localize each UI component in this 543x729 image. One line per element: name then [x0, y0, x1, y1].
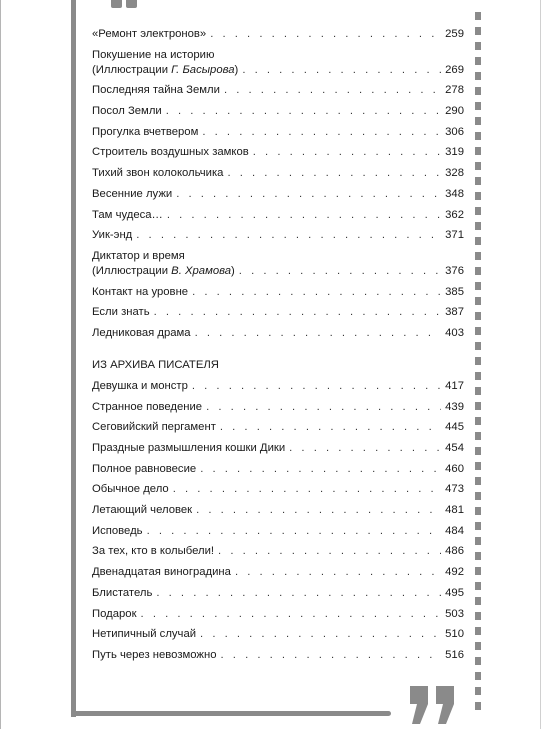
border-dash	[475, 657, 481, 665]
toc-entry-page: 376	[445, 264, 464, 277]
toc-entry-title-text: Полное равновесие	[92, 462, 197, 475]
border-dash	[475, 507, 481, 515]
toc-entry-title-text: Посол Земли	[92, 105, 162, 118]
border-dash	[475, 447, 481, 455]
illustrator-suffix: )	[231, 264, 235, 277]
toc-entry-title	[92, 503, 192, 518]
toc-entry	[92, 420, 464, 435]
toc-entry-page: 385	[445, 285, 464, 298]
toc-entry-title-text: Подарок	[92, 607, 137, 620]
toc-entry-page: 516	[445, 648, 464, 661]
dot-leader	[227, 166, 441, 181]
border-dash	[475, 282, 481, 290]
border-dash	[475, 477, 481, 485]
toc-entry-page: 439	[445, 400, 464, 413]
toc-entry	[92, 83, 464, 98]
toc-entry	[92, 544, 464, 559]
dot-leader	[156, 586, 441, 601]
toc-entry-title	[92, 208, 163, 223]
dot-leader	[167, 208, 441, 223]
toc-entry-title-text: Тихий звон колокольчика	[92, 167, 224, 180]
toc-entry	[92, 482, 464, 497]
toc-entry-illustrator-line	[92, 63, 238, 78]
dot-leader	[200, 462, 441, 477]
toc-entry-title-text: Исповедь	[92, 524, 143, 537]
border-dash	[475, 57, 481, 65]
toc-entry	[92, 285, 464, 300]
border-dash	[475, 567, 481, 575]
dot-leader	[206, 400, 441, 415]
toc-entry-title	[92, 166, 223, 181]
toc-entry-title-text: Обычное дело	[92, 483, 169, 496]
border-dash	[475, 72, 481, 80]
toc-entry-title	[92, 104, 162, 119]
border-dash	[475, 252, 481, 260]
toc-entry-page: 259	[445, 28, 464, 40]
border-dash	[475, 387, 481, 395]
toc-entry	[92, 441, 464, 456]
toc-entry-page: 503	[445, 607, 464, 620]
toc-entry-title	[92, 83, 220, 98]
toc-entry-title	[92, 27, 206, 42]
toc-entry-page: 348	[445, 187, 464, 200]
border-dash	[475, 87, 481, 95]
toc-entry-title	[92, 565, 231, 580]
border-dash	[475, 102, 481, 110]
toc-entry-title-text: Прогулка вчетвером	[92, 125, 199, 138]
toc-entry	[92, 166, 464, 181]
dot-leader	[210, 27, 441, 42]
toc-entry-page: 290	[445, 105, 464, 118]
toc-entry	[92, 379, 464, 394]
toc-entry-title-text: Контакт на уровне	[92, 285, 189, 298]
toc-entry-title-text: Нетипичный случай	[92, 628, 197, 641]
border-dash	[475, 342, 481, 350]
toc-entry	[92, 27, 464, 42]
toc-entry-title	[92, 145, 249, 160]
border-dash	[475, 147, 481, 155]
border-dash	[475, 162, 481, 170]
toc-entry	[92, 627, 464, 642]
toc-entry	[92, 607, 464, 622]
dot-leader	[176, 187, 441, 202]
dot-leader	[220, 420, 441, 435]
dot-leader	[195, 326, 442, 341]
toc-list-part2	[92, 379, 464, 663]
toc-entry	[92, 104, 464, 119]
toc-entry-title	[92, 249, 235, 279]
toc-entry-page: 495	[445, 586, 464, 599]
toc-entry	[92, 249, 464, 279]
toc-entry	[92, 48, 464, 78]
toc-entry-page: 371	[445, 229, 464, 242]
dot-leader	[200, 627, 441, 642]
dot-leader	[202, 125, 441, 140]
toc-list-part1	[92, 27, 464, 341]
toc-entry	[92, 648, 464, 663]
dot-leader	[192, 379, 441, 394]
toc-entry-page: 454	[445, 442, 464, 454]
section-heading: ИЗ АРХИВА ПИСАТЕЛЯ	[92, 358, 219, 371]
border-dash	[475, 627, 481, 635]
border-dash	[475, 537, 481, 545]
border-dash	[475, 372, 481, 380]
border-dash	[475, 312, 481, 320]
toc-entry-page: 328	[445, 167, 464, 180]
frame-bottom-bar	[71, 711, 391, 716]
toc-entry	[92, 503, 464, 518]
border-dash	[475, 27, 481, 35]
illustrator-prefix: (Иллюстрации	[92, 63, 172, 76]
toc-entry-title	[92, 285, 188, 300]
toc-entry-title	[92, 48, 238, 78]
toc-entry-page: 492	[445, 566, 464, 579]
toc-entry	[92, 125, 464, 140]
close-quote-icon	[408, 686, 458, 729]
toc-entry-title	[92, 482, 169, 497]
toc-entry-title	[92, 524, 143, 539]
border-dash	[475, 132, 481, 140]
toc-entry-title-text: Диктатор и время	[92, 249, 185, 262]
dot-leader	[192, 285, 441, 300]
toc-entry-title	[92, 586, 152, 601]
border-dash	[475, 192, 481, 200]
toc-entry-title-text: За тех, кто в колыбели!	[92, 545, 215, 558]
toc-entry-page: 306	[445, 125, 464, 138]
border-dash	[475, 642, 481, 650]
dot-leader	[253, 145, 441, 160]
toc-entry-title	[92, 420, 216, 435]
table-of-contents	[92, 27, 464, 669]
toc-entry-title	[92, 187, 172, 202]
border-dash	[475, 417, 481, 425]
toc-entry-illustrator-line	[92, 264, 235, 279]
border-dash	[475, 327, 481, 335]
toc-entry-page: 403	[445, 326, 464, 339]
dot-leader	[235, 565, 441, 580]
border-dash	[475, 117, 481, 125]
border-dash	[475, 462, 481, 470]
dot-leader	[224, 83, 441, 98]
dot-leader	[239, 264, 441, 279]
toc-entry-page: 269	[445, 63, 464, 76]
illustrator-name: В. Храмова	[171, 264, 232, 277]
border-dash	[475, 237, 481, 245]
toc-entry-title	[92, 544, 214, 559]
toc-entry	[92, 400, 464, 415]
illustrator-suffix: )	[234, 63, 239, 76]
toc-entry-title-text: Ледниковая драма	[92, 326, 191, 339]
toc-entry-title	[92, 462, 196, 477]
toc-entry	[92, 305, 464, 320]
border-dash	[475, 432, 481, 440]
border-dash	[475, 492, 481, 500]
border-dash	[475, 222, 481, 230]
toc-entry	[92, 208, 464, 223]
illustrator-name: Г. Басырова	[171, 63, 235, 76]
toc-entry-title-text: Праздные размышления кошки Дики	[92, 442, 286, 454]
toc-entry-page: 460	[445, 462, 464, 475]
toc-entry-title-text: Уик-энд	[92, 229, 133, 242]
toc-entry	[92, 145, 464, 160]
border-dash	[475, 597, 481, 605]
toc-entry-title-text: Покушение на историю	[92, 48, 215, 61]
dot-leader	[242, 63, 441, 78]
toc-entry-title-text: Если знать	[92, 306, 150, 319]
border-dash	[475, 12, 481, 20]
toc-entry	[92, 565, 464, 580]
toc-entry-title	[92, 228, 132, 243]
toc-entry-page: 473	[445, 483, 464, 496]
border-dash	[475, 522, 481, 530]
toc-entry-title	[92, 648, 217, 663]
toc-entry	[92, 228, 464, 243]
page-edge-left	[0, 0, 1, 729]
border-dash	[475, 687, 481, 695]
toc-entry-page: 417	[445, 379, 464, 392]
border-dash	[475, 297, 481, 305]
toc-entry	[92, 462, 464, 477]
border-dash	[475, 207, 481, 215]
toc-entry-title-text: Девушка и монстр	[92, 379, 188, 392]
illustrator-prefix: (Иллюстрации	[92, 264, 172, 277]
toc-entry-title-text: «Ремонт электронов»	[92, 28, 207, 40]
toc-entry	[92, 187, 464, 202]
toc-entry-title	[92, 326, 191, 341]
toc-entry-page: 486	[445, 545, 464, 558]
dot-leader	[154, 305, 442, 320]
toc-entry	[92, 586, 464, 601]
dot-leader	[141, 607, 442, 622]
toc-entry-title-text: Двенадцатая виноградина	[92, 566, 231, 579]
frame-left-bar	[71, 0, 76, 717]
toc-entry-title	[92, 400, 202, 415]
toc-entry-title-text: Строитель воздушных замков	[92, 146, 249, 159]
border-dash	[475, 42, 481, 50]
toc-entry-page: 387	[445, 306, 464, 319]
border-dash	[475, 672, 481, 680]
toc-entry-title	[92, 441, 285, 456]
border-dash	[475, 177, 481, 185]
toc-entry-title	[92, 305, 150, 320]
toc-entry-page: 278	[445, 84, 464, 97]
border-dash	[475, 552, 481, 560]
toc-entry-title-text: Там чудеса…	[92, 208, 163, 221]
toc-entry	[92, 326, 464, 341]
toc-entry-title-text: Странное поведение	[92, 400, 203, 413]
dot-leader	[166, 104, 441, 119]
border-dash	[475, 267, 481, 275]
dashed-border-right	[475, 12, 481, 717]
toc-entry-title	[92, 125, 198, 140]
toc-entry-title-text: Путь через невозможно	[92, 648, 217, 661]
dot-leader	[147, 524, 442, 539]
toc-entry-title-text: Блистатель	[92, 586, 153, 599]
dot-leader	[221, 648, 442, 663]
toc-entry-title-text: Весенние лужи	[92, 187, 173, 200]
toc-entry-title	[92, 379, 188, 394]
toc-entry-title-text: Последняя тайна Земли	[92, 84, 220, 97]
dot-leader	[173, 482, 441, 497]
toc-entry-title-text: Летающий человек	[92, 504, 193, 517]
dot-leader	[218, 544, 441, 559]
open-quote-icon	[111, 0, 137, 8]
toc-entry-page: 484	[445, 524, 464, 537]
toc-entry-page: 362	[445, 208, 464, 221]
toc-entry-title	[92, 607, 137, 622]
page-edge-right	[540, 0, 541, 729]
dot-leader	[136, 228, 441, 243]
dot-leader	[289, 441, 441, 456]
border-dash	[475, 402, 481, 410]
toc-entry-title	[92, 627, 196, 642]
border-dash	[475, 582, 481, 590]
toc-entry-page: 481	[445, 504, 464, 517]
border-dash	[475, 702, 481, 710]
border-dash	[475, 612, 481, 620]
toc-entry	[92, 524, 464, 539]
toc-entry-page: 510	[445, 628, 464, 641]
border-dash	[475, 357, 481, 365]
toc-entry-page: 319	[445, 146, 464, 159]
dot-leader	[196, 503, 441, 518]
toc-entry-page: 445	[445, 421, 464, 434]
toc-entry-title-text: Сеговийский пергамент	[92, 421, 216, 434]
